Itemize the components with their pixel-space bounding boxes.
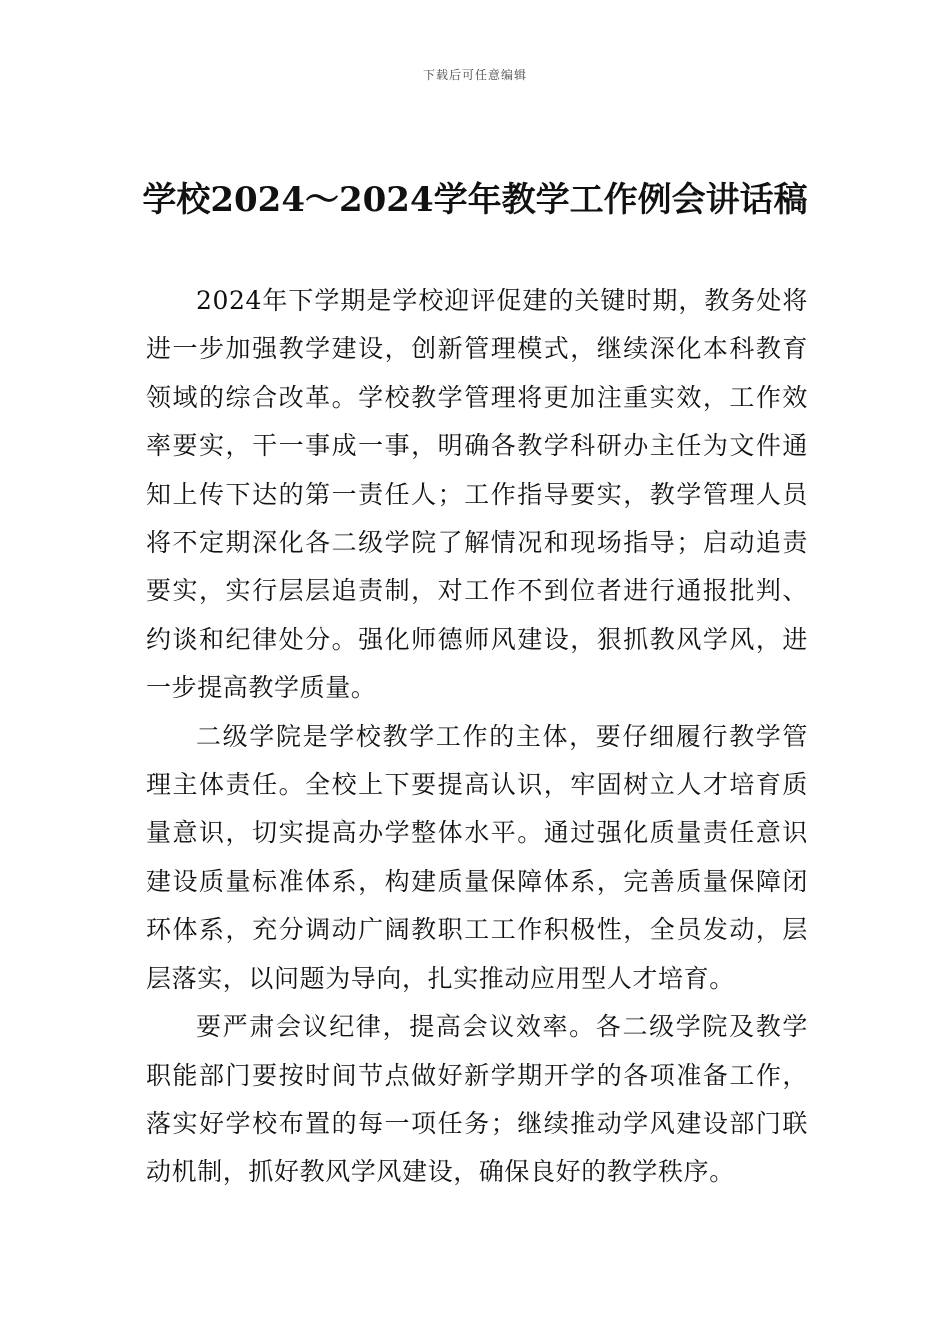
document-title: 学校2024～2024学年教学工作例会讲话稿 bbox=[142, 180, 808, 220]
paragraph-3: 要严肃会议纪律，提高会议效率。各二级学院及教学职能部门要按时间节点做好新学期开学的各项准备工作，落实好学校布置的每一项任务；继续推动学风建设部门联动机制，抓好教风学风建设，确保良好的教学秩序。 bbox=[146, 1012, 808, 1187]
paragraph-2: 二级学院是学校教学工作的主体，要仔细履行教学管理主体责任。全校上下要提高认识，牢固树立人才培育质量意识，切实提高办学整体水平。通过强化质量责任意识建设质量标准体系，构建质量保障体系，完善质量保障闭环体系，充分调动广阔教职工工作积极性，全员发动，层层落实，以问题为导向，扎实推动应用型人才培育。 bbox=[146, 721, 808, 993]
header-note: 下载后可任意编辑 bbox=[422, 68, 527, 82]
document-body bbox=[146, 277, 808, 1197]
paragraph-1: 2024年下学期是学校迎评促建的关键时期，教务处将进一步加强教学建设，创新管理模式，继续深化本科教育领域的综合改革。学校教学管理将更加注重实效，工作效率要实，干一事成一事，明确各教学科研办主任为文件通知上传下达的第一责任人；工作指导要实，教学管理人员将不定期深化各二级学院了解情况和现场指导；启动追责要实，实行层层追责制，对工作不到位者进行通报批判、约谈和纪律处分。强化师德师风建设，狠抓教风学风，进一步提高教学质量。 bbox=[146, 286, 808, 703]
